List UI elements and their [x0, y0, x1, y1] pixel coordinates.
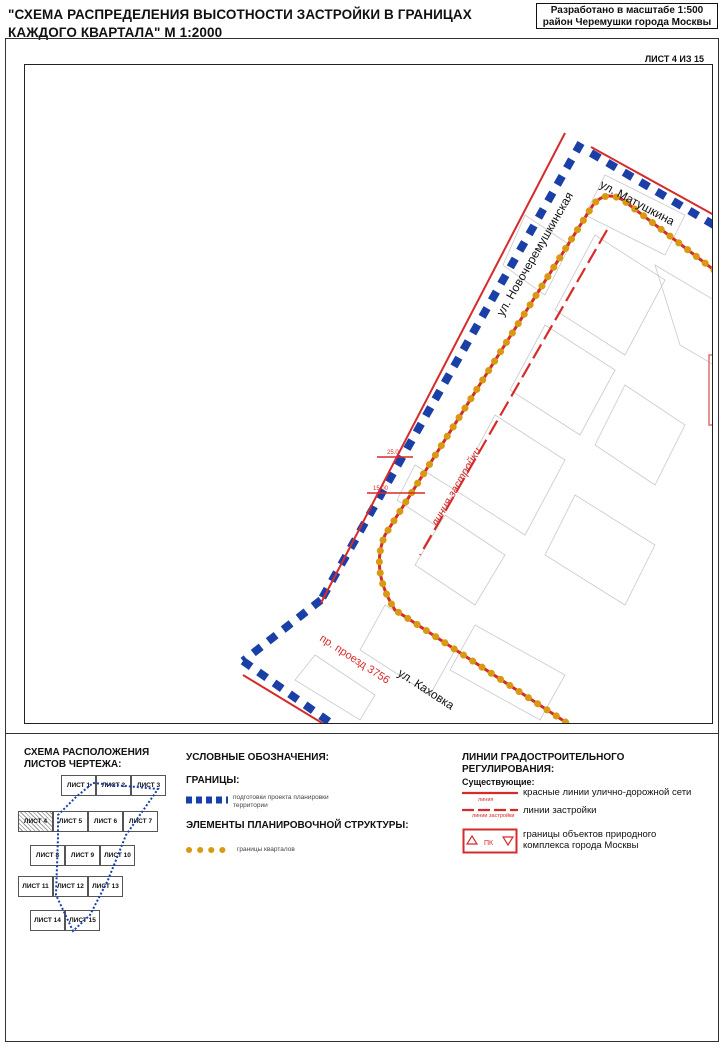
boundaries-title: ГРАНИЦЫ:	[186, 775, 240, 786]
nature-symbol-label: ПК	[484, 840, 494, 847]
sheet-cell-2: ЛИСТ 2	[96, 775, 131, 796]
sheet-cell-9: ЛИСТ 9	[65, 845, 100, 866]
building-outlines	[295, 175, 713, 720]
sheet-number: ЛИСТ 4 ИЗ 15	[644, 54, 704, 64]
sheet-cell-13: ЛИСТ 13	[88, 876, 123, 897]
boundary-item-label: подготовки проекта планировки территории	[233, 794, 329, 809]
quarter-boundary-dots	[379, 196, 713, 724]
project-boundary-south	[243, 661, 345, 724]
building-line-label: линия застройки	[429, 445, 484, 529]
red-line-caption: линия	[478, 797, 494, 803]
sheet-cell-7: ЛИСТ 7	[123, 811, 158, 832]
sheet-cell-15: ЛИСТ 15	[65, 910, 100, 931]
sheet-cell-6: ЛИСТ 6	[88, 811, 123, 832]
sheet-layout-grid	[18, 775, 168, 940]
street-label-proezd: пр. проезд 3756	[317, 632, 392, 687]
drawing-title: "СХЕМА РАСПРЕДЕЛЕНИЯ ВЫСОТНОСТИ ЗАСТРОЙКИ В ГРАНИЦАХ КАЖДОГО КВАРТАЛА" М 1:2000	[8, 7, 472, 40]
project-boundary-corner	[243, 600, 321, 661]
street-label-novocheremushkinskaya: ул. Новочеремушкинская	[493, 189, 577, 319]
map-svg	[25, 65, 713, 724]
sheet-cell-14: ЛИСТ 14	[30, 910, 65, 931]
project-boundary-west	[321, 143, 581, 600]
elements-title: ЭЛЕМЕНТЫ ПЛАНИРОВОЧНОЙ СТРУКТУРЫ:	[186, 820, 409, 831]
legend-divider	[5, 733, 719, 734]
legend-title: УСЛОВНЫЕ ОБОЗНАЧЕНИЯ:	[186, 752, 329, 763]
street-label-matushkina: ул. Матушкина	[597, 177, 677, 229]
red-lines-label: красные линии улично-дорожной сети	[523, 787, 692, 798]
building-line-caption: линии застройки	[472, 813, 515, 819]
sheet-cell-12: ЛИСТ 12	[53, 876, 88, 897]
street-label-kakhovka: ул. Каховка	[395, 665, 457, 713]
sheet-cell-5: ЛИСТ 5	[53, 811, 88, 832]
dimension-label-1: 25.0	[387, 450, 399, 456]
project-outline-scheme	[18, 775, 168, 940]
nature-boundary	[709, 355, 713, 425]
sheet-layout-title: СХЕМА РАСПОЛОЖЕНИЯ ЛИСТОВ ЧЕРТЕЖА:	[24, 747, 150, 770]
scale-line: Разработано в масштабе 1:500	[550, 5, 704, 16]
quarter-item-label: границы кварталов	[237, 846, 295, 853]
sheet-cell-4-current: ЛИСТ 4	[18, 811, 53, 832]
existing-label: Существующие:	[462, 777, 535, 787]
nature-symbol	[462, 828, 518, 854]
district-line: район Черемушки города Москвы	[542, 17, 712, 28]
regulation-title: ЛИНИИ ГРАДОСТРОИТЕЛЬНОГО РЕГУЛИРОВАНИЯ:	[462, 752, 625, 775]
quarter-symbol	[186, 846, 230, 854]
building-lines-label: линии застройки	[523, 805, 597, 816]
dimension-label-2: 15.00	[373, 486, 389, 492]
map-area	[24, 64, 713, 724]
scale-info-box	[536, 3, 718, 29]
sheet-cell-1: ЛИСТ 1	[61, 775, 96, 796]
boundary-symbol	[186, 796, 228, 804]
nature-label: границы объектов природного комплекса города Москвы	[523, 829, 657, 851]
sheet-cell-10: ЛИСТ 10	[100, 845, 135, 866]
sheet-cell-8: ЛИСТ 8	[30, 845, 65, 866]
sheet-cell-11: ЛИСТ 11	[18, 876, 53, 897]
sheet-cell-3: ЛИСТ 3	[131, 775, 166, 796]
